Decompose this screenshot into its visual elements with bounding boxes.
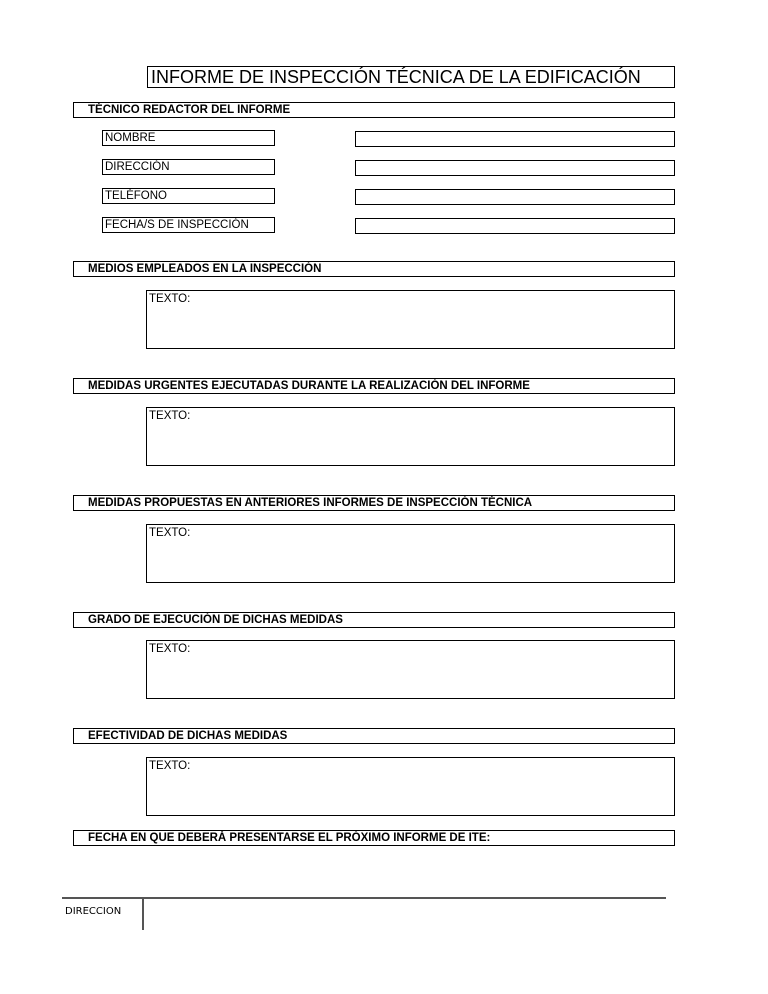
textarea-medios-empleados[interactable]: TEXTO: [146, 290, 675, 349]
textarea-efectividad[interactable]: TEXTO: [146, 757, 675, 816]
fecha-inspeccion-input[interactable] [355, 218, 675, 234]
textarea-medidas-propuestas[interactable]: TEXTO: [146, 524, 675, 583]
technician-section-header: TÉCNICO REDACTOR DEL INFORME [73, 102, 675, 118]
footer-label: DIRECCION [65, 906, 122, 917]
field-label-nombre: NOMBRE [102, 130, 275, 146]
field-label-telefono: TELÉFONO [102, 188, 275, 204]
nombre-input[interactable] [355, 131, 675, 147]
footer-vertical-divider [142, 898, 144, 930]
page-title: INFORME DE INSPECCIÓN TÉCNICA DE LA EDIFICACIÓN [147, 66, 675, 88]
section-header-medidas-urgentes: MEDIDAS URGENTES EJECUTADAS DURANTE LA REALIZACIÓN DEL INFORME [73, 378, 675, 394]
textarea-grado-ejecucion[interactable]: TEXTO: [146, 640, 675, 699]
direccion-input[interactable] [355, 160, 675, 176]
section-header-medidas-propuestas: MEDIDAS PROPUESTAS EN ANTERIORES INFORMES DE INSPECCIÓN TÉCNICA [73, 495, 675, 511]
textarea-medidas-urgentes[interactable]: TEXTO: [146, 407, 675, 466]
footer-divider [62, 897, 666, 899]
section-header-fecha-proximo-informe[interactable]: FECHA EN QUE DEBERÁ PRESENTARSE EL PRÓXIMO INFORME DE ITE: [73, 830, 675, 846]
section-header-grado-ejecucion: GRADO DE EJECUCIÓN DE DICHAS MEDIDAS [73, 612, 675, 628]
section-header-medios-empleados: MEDIOS EMPLEADOS EN LA INSPECCIÓN [73, 261, 675, 277]
telefono-input[interactable] [355, 189, 675, 205]
field-label-direccion: DIRECCIÓN [102, 159, 275, 175]
field-label-fecha-inspeccion: FECHA/S DE INSPECCIÓN [102, 217, 275, 233]
section-header-efectividad: EFECTIVIDAD DE DICHAS MEDIDAS [73, 728, 675, 744]
